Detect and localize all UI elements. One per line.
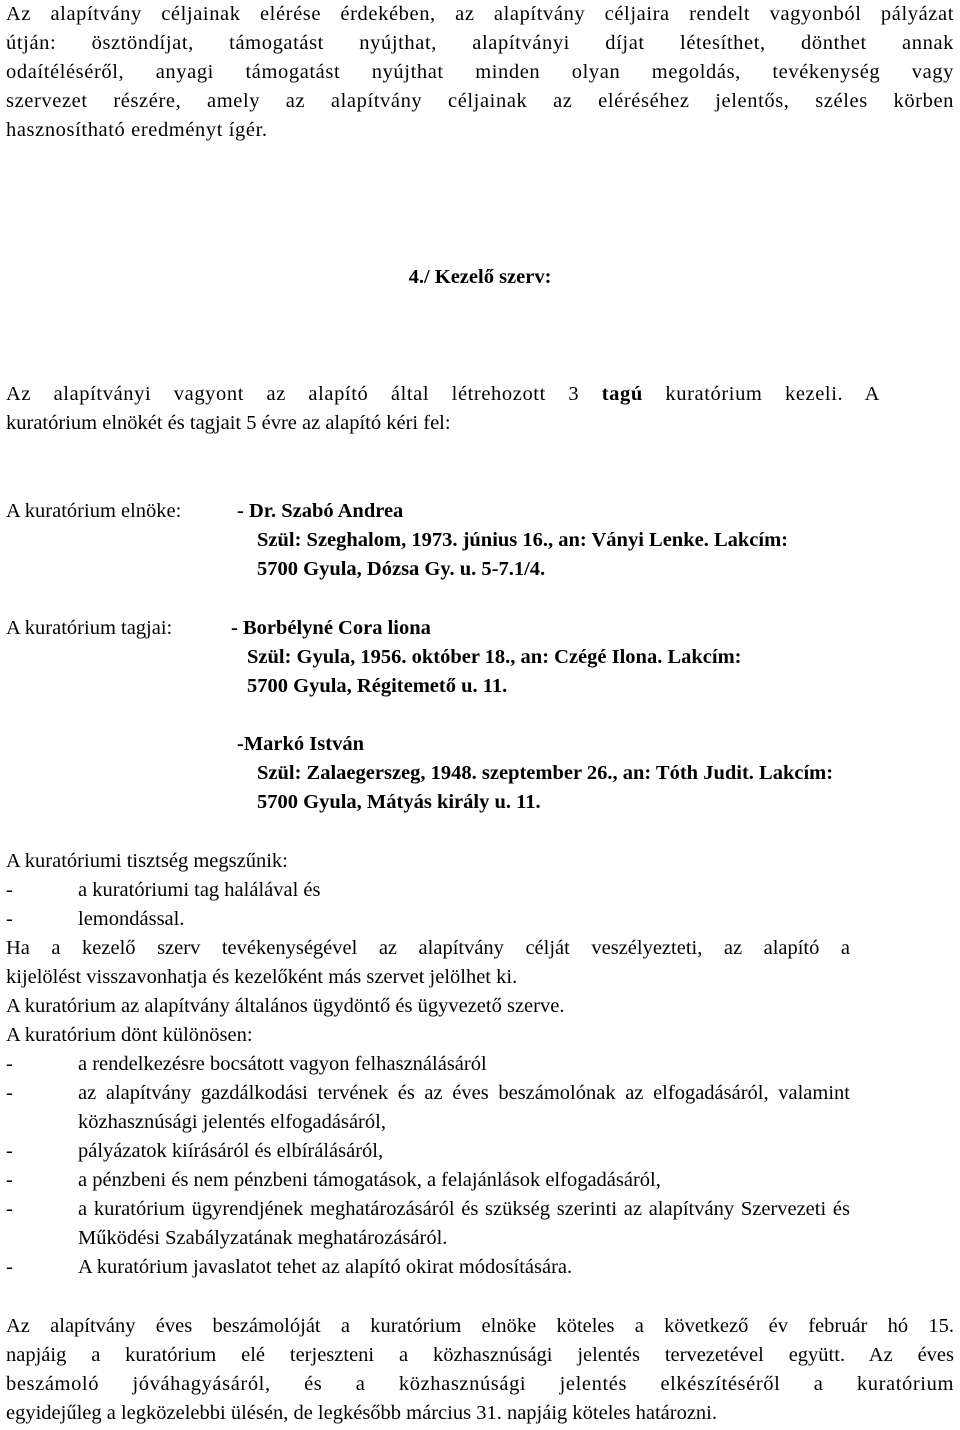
member-address: 5700 Gyula, Mátyás király u. 11. xyxy=(257,791,541,813)
termination-heading: A kuratóriumi tisztség megszűnik: xyxy=(6,850,288,872)
chair-name: - Dr. Szabó Andrea xyxy=(237,500,404,522)
chair-detail: Szül: Szeghalom, 1973. június 16., an: Ványi Lenke. Lakcím: xyxy=(257,529,788,551)
report-line: egyidejűleg a legközelebbi ülésén, de legkésőbb március 31. napjáig köteles határozni. xyxy=(6,1402,717,1424)
member-detail: Szül: Zalaegerszeg, 1948. szeptember 26., an: Tóth Judit. Lakcím: xyxy=(257,762,834,784)
decisions-heading: A kuratórium dönt különösen: xyxy=(6,1024,253,1046)
decision-item: az alapítvány gazdálkodási tervének és az éves beszámolónak az elfogadásáról, valamint közhasznúsági jelentés elfogadásáról, xyxy=(78,1082,850,1133)
termination-item: lemondással. xyxy=(78,908,185,930)
revocation-line: Ha a kezelő szerv tevékenységével az alapítvány célját veszélyezteti, az alapító a xyxy=(6,937,850,959)
list-dash: - xyxy=(6,1169,13,1191)
intro-line: Az alapítvány céljainak elérése érdekében, az alapítvány céljaira rendelt vagyonból pályázat xyxy=(6,3,954,25)
list-dash: - xyxy=(6,1198,13,1220)
board-intro-text: Az alapítványi vagyont az alapító által létrehozott 3 xyxy=(6,383,602,405)
intro-line: szervezet részére, amely az alapítvány céljainak az eléréséhez jelentős, széles körben xyxy=(6,90,954,112)
board-intro-bold: tagú xyxy=(601,383,643,405)
report-line: Az alapítvány éves beszámolóját a kuratórium elnöke köteles a következő év február hó 15. xyxy=(6,1315,954,1337)
decision-item: pályázatok kiírásáról és elbírálásáról, xyxy=(78,1140,384,1162)
board-intro-line-1 xyxy=(6,380,880,409)
list-dash: - xyxy=(6,908,13,930)
board-intro-text: kuratórium kezeli. A xyxy=(642,383,880,405)
member-name: - Borbélyné Cora liona xyxy=(231,617,431,639)
list-dash: - xyxy=(6,1140,13,1162)
decision-item: A kuratórium javaslatot tehet az alapító okirat módosítására. xyxy=(78,1256,573,1278)
list-dash: - xyxy=(6,1256,13,1278)
board-intro-line-2: kuratórium elnökét és tagjait 5 évre az alapító kéri fel: xyxy=(6,412,451,434)
intro-line: hasznosítható eredményt ígér. xyxy=(6,119,268,141)
report-line: beszámoló jóváhagyásáról, és a közhasznúsági jelentés elkészítéséről a kuratórium xyxy=(6,1373,954,1395)
termination-item: a kuratóriumi tag halálával és xyxy=(78,879,321,901)
decision-item: a kuratórium ügyrendjének meghatározásáról és szükség szerinti az alapítvány Szervezeti és Működési Szabályzatának meghatározásáról. xyxy=(78,1198,850,1249)
board-role: A kuratórium az alapítvány általános ügydöntő és ügyvezető szerve. xyxy=(6,995,565,1017)
chair-label: A kuratórium elnöke: xyxy=(6,500,182,522)
decision-item: a pénzbeni és nem pénzbeni támogatások, a felajánlások elfogadásáról, xyxy=(78,1169,661,1191)
intro-line: útján: ösztöndíjat, támogatást nyújthat, alapítványi díjat létesíthet, dönthet annak xyxy=(6,32,954,54)
revocation-line: kijelölést visszavonhatja és kezelőként más szervet jelölhet ki. xyxy=(6,966,518,988)
list-dash: - xyxy=(6,1053,13,1075)
member-detail: Szül: Gyula, 1956. október 18., an: Czégé Ilona. Lakcím: xyxy=(247,646,742,668)
member-name: -Markó István xyxy=(237,733,364,755)
member-address: 5700 Gyula, Régitemető u. 11. xyxy=(247,675,508,697)
members-label: A kuratórium tagjai: xyxy=(6,617,173,639)
list-dash: - xyxy=(6,879,13,901)
report-line: napjáig a kuratórium elé terjeszteni a közhasznúsági jelentés tervezetével együtt. Az éves xyxy=(6,1344,954,1366)
section-heading: 4./ Kezelő szerv: xyxy=(408,266,552,288)
list-dash: - xyxy=(6,1082,13,1104)
intro-line: odaítéléséről, anyagi támogatást nyújthat minden olyan megoldás, tevékenység vagy xyxy=(6,61,954,83)
chair-address: 5700 Gyula, Dózsa Gy. u. 5-7.1/4. xyxy=(257,558,546,580)
decision-item: a rendelkezésre bocsátott vagyon felhasználásáról xyxy=(78,1053,487,1075)
